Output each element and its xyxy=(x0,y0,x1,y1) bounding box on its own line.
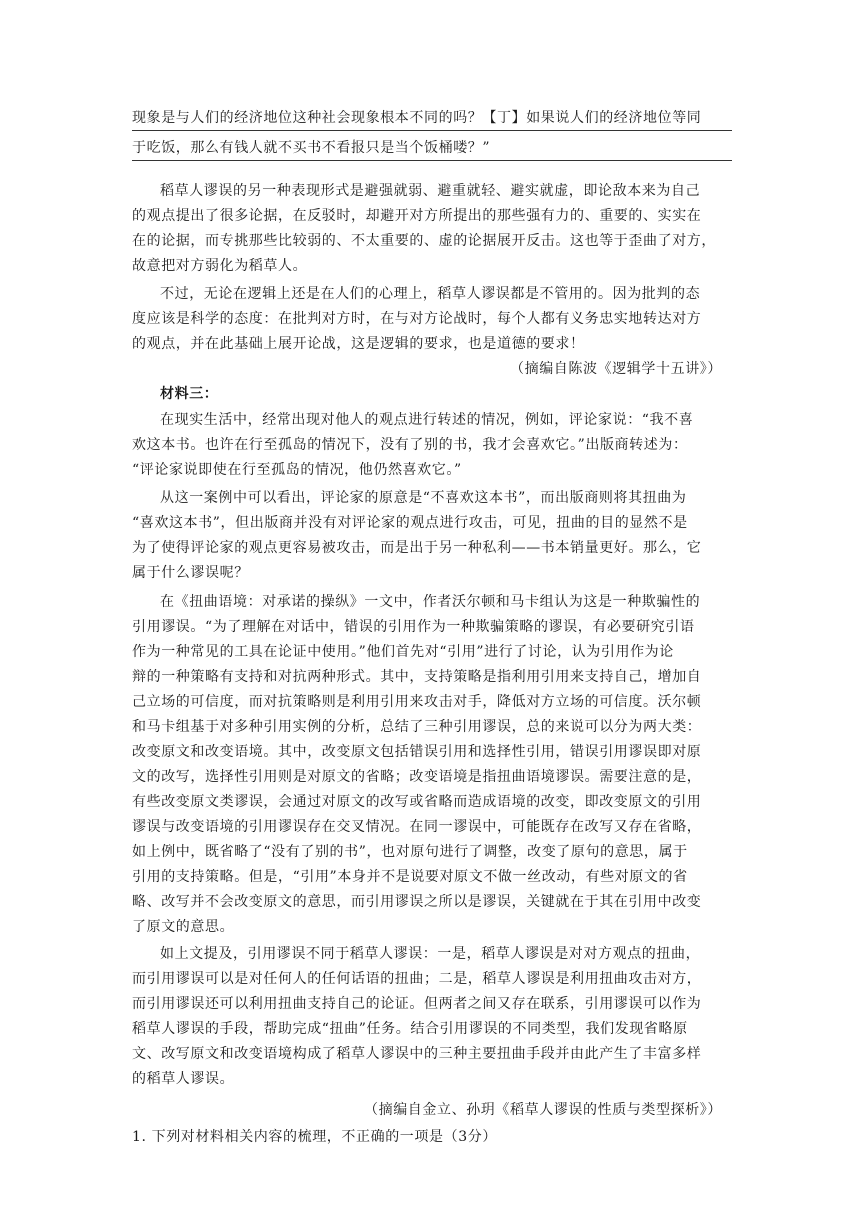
source-citation-1: （摘编自陈波《逻辑学十五讲》） xyxy=(510,361,722,377)
para-c-line: 在现实生活中，经常出现对他人的观点进行转述的情况，例如，评论家说：“我不喜 xyxy=(160,412,694,428)
para-e-line: 己立场的可信度，而对抗策略则是利用引用来攻击对手，降低对方立场的可信度。沃尔顿 xyxy=(132,694,702,710)
para-f-line: 文、改写原文和改变语境构成了稻草人谬误中的三种主要扭曲手段并由此产生了丰富多样 xyxy=(132,1046,702,1062)
para-e-line: 和马卡组基于对多种引用实例的分析，总结了三种引用谬误，总的来说可以分为两大类： xyxy=(132,719,702,735)
para-b-line: 的观点，并在此基础上展开论战，这是逻辑的要求，也是道德的要求！ xyxy=(132,336,585,352)
para-f-line: 而引用谬误还可以利用扭曲支持自己的论证。但两者之间又存在联系，引用谬误可以作为 xyxy=(132,996,702,1012)
para-f-line: 的稻草人谬误。 xyxy=(132,1071,235,1087)
para-b-line: 不过，无论在逻辑上还是在人们的心理上，稻草人谬误都是不管用的。因为批判的态 xyxy=(160,286,701,302)
para-e-line: 引用的支持策略。但是，“引用”本身并不是说要对原文不做一丝改动，有些对原文的省 xyxy=(132,869,688,885)
para-d-line: 属于什么谬误呢？ xyxy=(132,565,249,581)
para-e-line: 辩的一种策略有支持和对抗两种形式。其中，支持策略是指利用引用来支持自己，增加自 xyxy=(132,669,702,685)
para-e-line: 如上例中，既省略了“没有了别的书”，也对原句进行了调整，改变了原句的意思，属于 xyxy=(132,844,688,860)
para-c-line: “评论家说即使在行至孤岛的情况，他仍然喜欢它。” xyxy=(132,462,462,478)
para-a-line: 故意把对方弱化为稻草人。 xyxy=(132,258,308,274)
para-d-line: “喜欢这本书”，但出版商并没有对评论家的观点进行攻击，可见，扭曲的目的显然不是 xyxy=(132,515,688,531)
para-d-line: 从这一案例中可以看出，评论家的原意是“不喜欢这本书”，而出版商则将其扭曲为 xyxy=(160,490,687,506)
para-e-line: 在《扭曲语境：对承诺的操纵》一文中，作者沃尔顿和马卡组认为这是一种欺骗性的 xyxy=(160,594,701,610)
para-f-line: 而引用谬误可以是对任何人的任何话语的扭曲；二是，稻草人谬误是利用扭曲攻击对方， xyxy=(132,971,702,987)
para-e-line: 引用谬误。“为了理解在对话中，错误的引用作为一种欺骗策略的谬误，有必要研究引语 xyxy=(132,619,695,635)
para-a-line: 在的论据，而专挑那些比较弱的、不太重要的、虚的论据展开反击。这也等于歪曲了对方， xyxy=(132,233,716,249)
intro-quote-line-1: 现象是与人们的经济地位这种社会现象根本不同的吗？【丁】如果说人们的经济地位等同 xyxy=(132,108,732,131)
para-e-line: 了原文的意思。 xyxy=(132,919,235,935)
para-e-line: 作为一种常见的工具在论证中使用。”他们首先对“引用”进行了讨论，认为引用作为论 xyxy=(132,644,674,660)
para-d-line: 为了使得评论家的观点更容易被攻击，而是出于另一种私利——书本销量更好。那么，它 xyxy=(132,540,702,556)
para-f-line: 稻草人谬误的手段，帮助完成“扭曲”任务。结合引用谬误的不同类型，我们发现省略原 xyxy=(132,1021,688,1037)
intro-quote-line-2: 于吃饭，那么有钱人就不买书不看报只是当个饭桶喽？” xyxy=(132,138,732,161)
para-c-line: 欢这本书。也许在行至孤岛的情况下，没有了别的书，我才会喜欢它。”出版商转述为： xyxy=(132,437,688,453)
para-f-line: 如上文提及，引用谬误不同于稻草人谬误：一是，稻草人谬误是对对方观点的扭曲， xyxy=(160,946,701,962)
material-3-heading: 材料三： xyxy=(160,386,219,402)
para-e-line: 有些改变原文类谬误，会通过对原文的改写或省略而造成语境的改变，即改变原文的引用 xyxy=(132,794,702,810)
para-e-line: 改变原文和改变语境。其中，改变原文包括错误引用和选择性引用，错误引用谬误即对原 xyxy=(132,744,702,760)
para-e-line: 谬误与改变语境的引用谬误存在交叉情况。在同一谬误中，可能既存在改写又存在省略， xyxy=(132,819,702,835)
para-a-line: 的观点提出了很多论据，在反驳时，却避开对方所提出的那些强有力的、重要的、实实在 xyxy=(132,208,702,224)
para-e-line: 略、改写并不会改变原文的意思，而引用谬误之所以是谬误，关键就在于其在引用中改变 xyxy=(132,894,702,910)
para-e-line: 文的改写，选择性引用则是对原文的省略；改变语境是指扭曲语境谬误。需要注意的是， xyxy=(132,769,702,785)
source-citation-2: （摘编自金立、孙玥《稻草人谬误的性质与类型探析》） xyxy=(364,1102,722,1118)
question-1: 1. 下列对材料相关内容的梳理，不正确的一项是（3分） xyxy=(132,1129,497,1145)
para-b-line: 度应该是科学的态度：在批判对方时，在与对方论战时，每个人都有义务忠实地转达对方 xyxy=(132,311,702,327)
para-a-line: 稻草人谬误的另一种表现形式是避强就弱、避重就轻、避实就虚，即论敌本来为自己 xyxy=(160,183,701,199)
